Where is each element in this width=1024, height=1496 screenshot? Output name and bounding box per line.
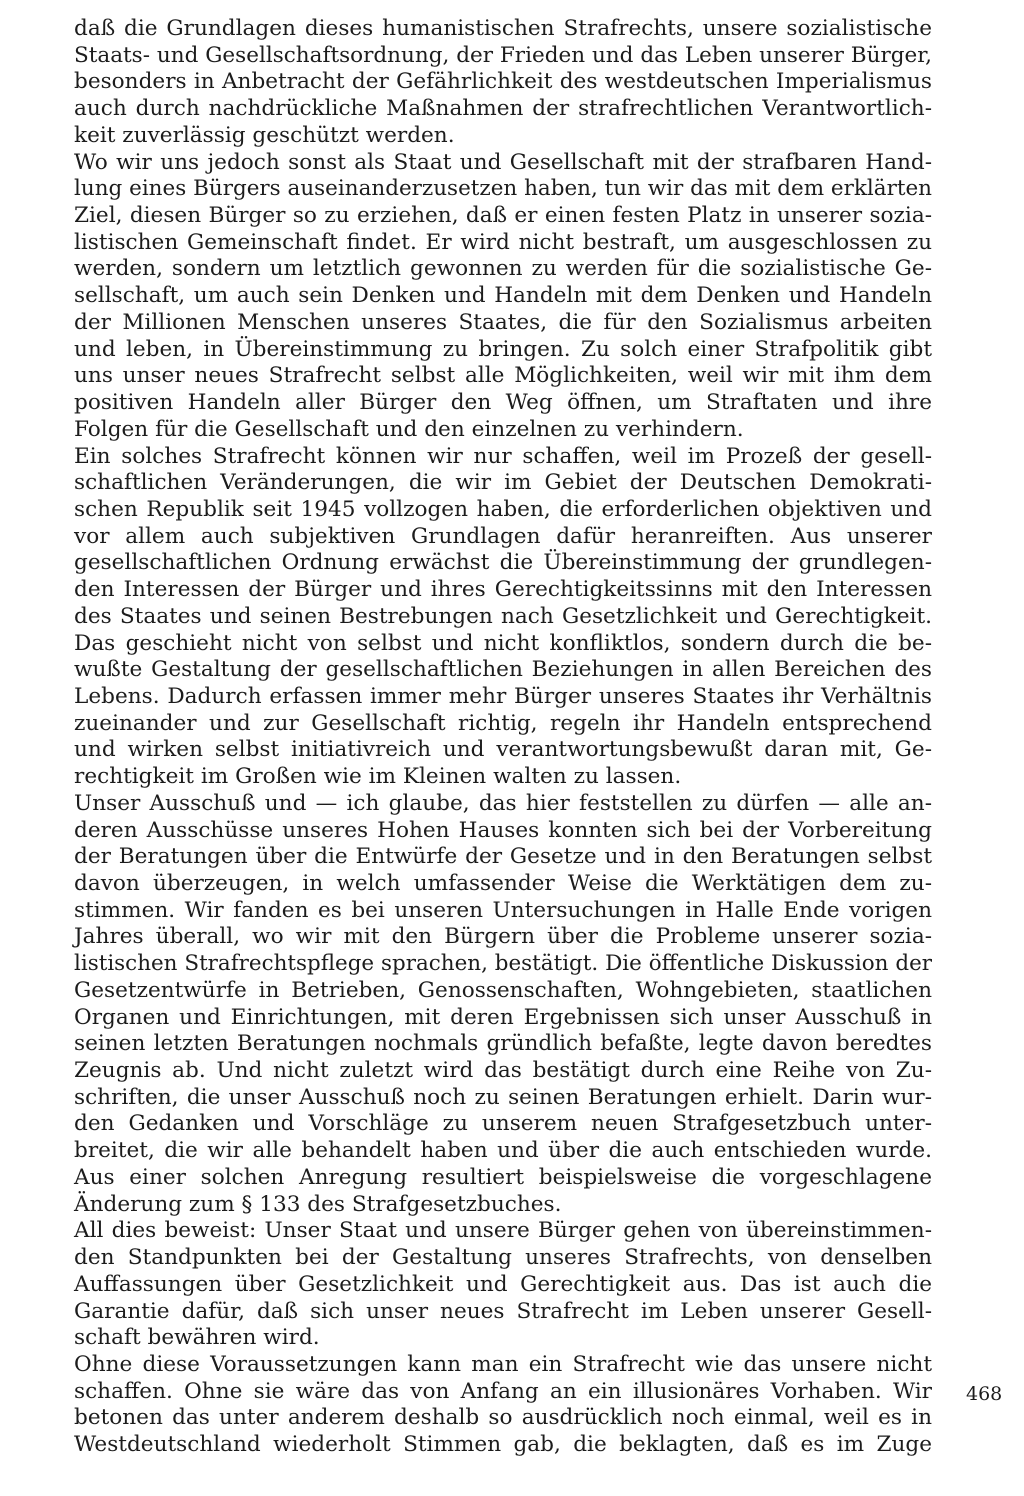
text-line: Ohne diese Voraussetzungen kann man ein Strafrecht wie das unsere nicht <box>74 1351 932 1377</box>
text-line: Auffassungen über Gesetzlichkeit und Gerechtigkeit aus. Das ist auch die <box>74 1271 932 1297</box>
text-line: Aus einer solchen Anregung resultiert beispielsweise die vorgeschlagene <box>74 1164 932 1190</box>
text-line: Westdeutschland wiederholt Stimmen gab, die beklagten, daß es im Zuge <box>74 1432 932 1458</box>
text-line: sellschaft, um auch sein Denken und Handeln mit dem Denken und Handeln <box>74 283 932 309</box>
text-line: des Staates und seinen Bestrebungen nach Gesetzlichkeit und Gerechtigkeit. <box>74 603 932 629</box>
text-line: listischen Strafrechtspflege sprachen, bestätigt. Die öffentliche Diskussion der <box>74 951 932 977</box>
text-line: und wirken selbst initiativreich und verantwortungsbewußt daran mit, Ge- <box>74 737 932 763</box>
text-line: deren Ausschüsse unseres Hohen Hauses konnten sich bei der Vorbereitung <box>74 817 932 843</box>
page-body-text <box>74 16 932 1459</box>
text-line: schaftlichen Veränderungen, die wir im Gebiet der Deutschen Demokrati- <box>74 470 932 496</box>
text-line: besonders in Anbetracht der Gefährlichkeit des westdeutschen Imperialismus <box>74 69 932 95</box>
text-line: lung eines Bürgers auseinanderzusetzen haben, tun wir das mit dem erklärten <box>74 176 932 202</box>
text-line: den Standpunkten bei der Gestaltung unseres Strafrechts, von denselben <box>74 1245 932 1271</box>
text-line: uns unser neues Strafrecht selbst alle Möglichkeiten, weil wir mit ihm dem <box>74 363 932 389</box>
text-line: All dies beweist: Unser Staat und unsere Bürger gehen von übereinstimmen- <box>74 1218 932 1244</box>
paragraph <box>74 150 932 444</box>
text-line: wußte Gestaltung der gesellschaftlichen Beziehungen in allen Bereichen des <box>74 657 932 683</box>
text-line: davon überzeugen, in welch umfassender Weise die Werktätigen dem zu- <box>74 871 932 896</box>
text-line: schriften, die unser Ausschuß noch zu seinen Beratungen erhielt. Darin wur- <box>74 1084 932 1110</box>
text-line: Organen und Einrichtungen, mit deren Ergebnissen sich unser Ausschuß in <box>74 1004 932 1030</box>
text-line: Ziel, diesen Bürger so zu erziehen, daß er einen festen Platz in unserer sozia- <box>74 203 932 229</box>
text-line: Staats- und Gesellschaftsordnung, der Frieden und das Leben unserer Bürger, <box>74 42 932 68</box>
text-line: betonen das unter anderem deshalb so ausdrücklich noch einmal, weil es in <box>74 1405 932 1431</box>
text-line: Garantie dafür, daß sich unser neues Strafrecht im Leben unserer Gesell- <box>74 1298 932 1324</box>
text-line: schaffen. Ohne sie wäre das von Anfang an ein illusionäres Vorhaben. Wir <box>74 1378 932 1404</box>
text-line: zueinander und zur Gesellschaft richtig, regeln ihr Handeln entsprechend <box>74 710 932 736</box>
text-line: Jahres überall, wo wir mit den Bürgern über die Probleme unserer sozia- <box>74 924 932 950</box>
text-line: stimmen. Wir fanden es bei unseren Untersuchungen in Halle Ende vorigen <box>74 897 932 923</box>
text-line: der Beratungen über die Entwürfe der Gesetze und in den Beratungen selbst <box>74 844 932 870</box>
text-line: vor allem auch subjektiven Grundlagen dafür heranreiften. Aus unserer <box>74 523 932 549</box>
text-line: auch durch nachdrückliche Maßnahmen der strafrechtlichen Verantwortlich- <box>74 96 932 122</box>
text-line: Das geschieht nicht von selbst und nicht konfliktlos, sondern durch die be- <box>74 630 932 656</box>
text-line: Zeugnis ab. Und nicht zuletzt wird das bestätigt durch eine Reihe von Zu- <box>74 1058 932 1084</box>
text-line: gesellschaftlichen Ordnung erwächst die Übereinstimmung der grundlegen- <box>74 550 932 576</box>
text-line: Folgen für die Gesellschaft und den einzelnen zu verhindern. <box>74 416 744 442</box>
text-line: Unser Ausschuß und — ich glaube, das hier feststellen zu dürfen — alle an- <box>74 790 932 816</box>
paragraph <box>74 1218 932 1352</box>
text-line: schaft bewähren wird. <box>74 1325 320 1351</box>
text-line: werden, sondern um letztlich gewonnen zu werden für die sozialistische Ge- <box>74 256 932 282</box>
paragraph <box>74 16 932 150</box>
text-line: Lebens. Dadurch erfassen immer mehr Bürger unseres Staates ihr Verhältnis <box>74 683 932 709</box>
text-line: positiven Handeln aller Bürger den Weg öffnen, um Straftaten und ihre <box>74 390 932 416</box>
text-line: schen Republik seit 1945 vollzogen haben, die erforderlichen objektiven und <box>74 496 932 522</box>
text-line: breitet, die wir alle behandelt haben und über die auch entschieden wurde. <box>74 1138 932 1164</box>
paragraph <box>74 791 932 1219</box>
page-number: 468 <box>966 1383 1003 1405</box>
text-line: den Gedanken und Vorschläge zu unserem neuen Strafgesetzbuch unter- <box>74 1111 932 1137</box>
paragraph <box>74 444 932 791</box>
text-line: rechtigkeit im Großen wie im Kleinen walten zu lassen. <box>74 764 682 790</box>
text-line: der Millionen Menschen unseres Staates, die für den Sozialismus arbeiten <box>74 309 932 335</box>
text-line: Ein solches Strafrecht können wir nur schaffen, weil im Prozeß der gesell- <box>74 443 932 469</box>
text-line: seinen letzten Beratungen nochmals gründlich befaßte, legte davon beredtes <box>74 1031 932 1057</box>
paragraph <box>74 1352 932 1459</box>
text-line: den Interessen der Bürger und ihres Gerechtigkeitssinns mit den Interessen <box>74 577 932 603</box>
text-line: listischen Gemeinschaft findet. Er wird nicht bestraft, um ausgeschlossen zu <box>74 229 932 255</box>
text-line: keit zuverlässig geschützt werden. <box>74 122 455 148</box>
text-line: und leben, in Übereinstimmung zu bringen. Zu solch einer Strafpolitik gibt <box>74 336 932 362</box>
text-line: daß die Grundlagen dieses humanistischen Strafrechts, unsere sozialistische <box>74 16 932 41</box>
text-line: Gesetzentwürfe in Betrieben, Genossenschaften, Wohngebieten, staatlichen <box>74 977 932 1003</box>
text-line: Änderung zum § 133 des Strafgesetzbuches. <box>74 1191 562 1217</box>
text-line: Wo wir uns jedoch sonst als Staat und Gesellschaft mit der strafbaren Hand- <box>74 149 932 175</box>
